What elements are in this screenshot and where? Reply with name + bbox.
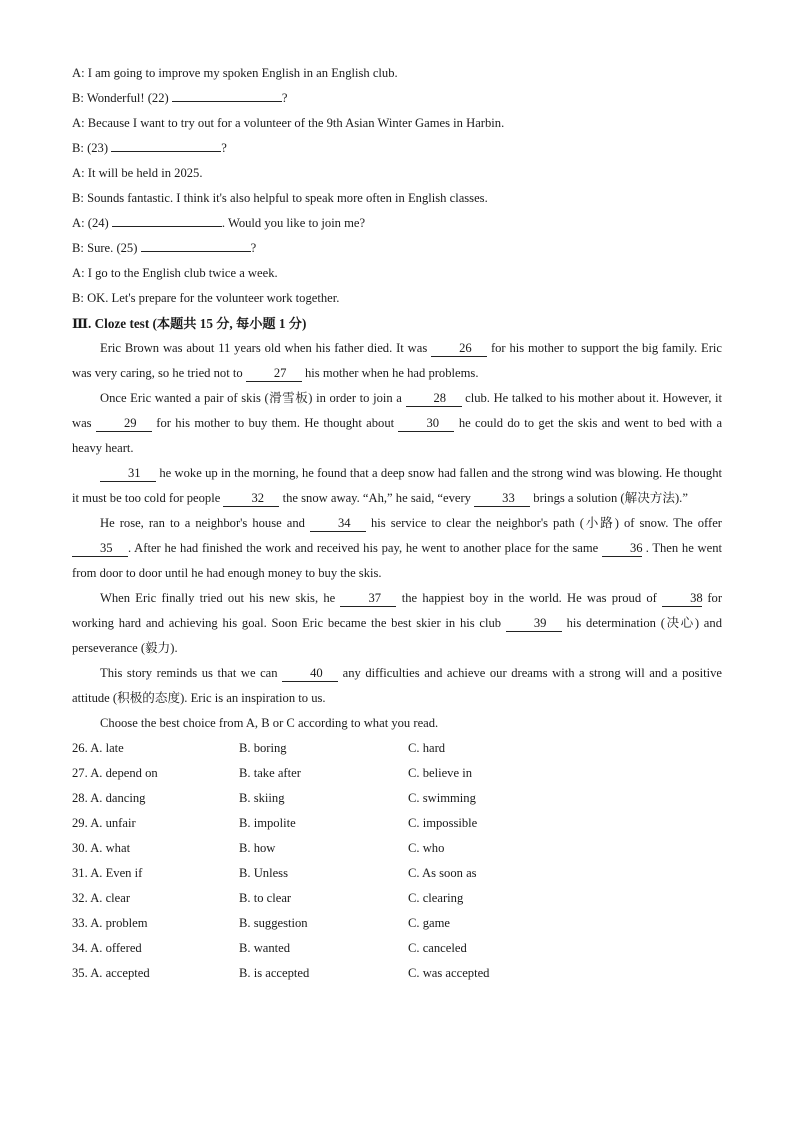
passage-text: brings a solution (解决方法).”: [533, 491, 688, 505]
dialogue-text: I go to the English club twice a week.: [87, 266, 278, 280]
dialogue-line: [72, 86, 722, 111]
passage-text: . Then he went from door to door until he had enough money to buy the skis.: [72, 541, 722, 580]
worksheet-page: [72, 61, 722, 986]
passage-text: Once Eric wanted a pair of skis (滑雪板) in order to join a: [100, 391, 402, 405]
option-a[interactable]: 30. A. what: [72, 841, 131, 855]
speaker: B:: [72, 241, 84, 255]
cloze-blank-35[interactable]: 35: [72, 541, 128, 557]
option-c[interactable]: C. believe in: [408, 766, 473, 780]
passage-text: He rose, ran to a neighbor's house and: [100, 516, 305, 530]
cloze-blank-31[interactable]: 31: [100, 466, 156, 482]
option-row: [72, 786, 722, 811]
dialogue-line: [72, 111, 722, 136]
speaker: A:: [72, 66, 85, 80]
speaker: B:: [72, 141, 84, 155]
dialogue-text: Because I want to try out for a volunteer of the 9th Asian Winter Games in Harbin.: [87, 116, 505, 130]
passage-paragraph-6: [72, 661, 722, 711]
option-row: [72, 736, 722, 761]
passage-paragraph-3: [72, 461, 722, 511]
option-b[interactable]: B. skiing: [239, 791, 285, 805]
dialogue-text: Sounds fantastic. I think it's also helpful to speak more often in English classes.: [87, 191, 488, 205]
option-a[interactable]: 34. A. offered: [72, 941, 142, 955]
passage-text: the snow away. “Ah,” he said, “every: [282, 491, 471, 505]
cloze-blank-37[interactable]: 37: [340, 591, 396, 607]
speaker: A:: [72, 216, 85, 230]
option-b[interactable]: B. wanted: [239, 941, 291, 955]
option-b[interactable]: B. is accepted: [239, 966, 310, 980]
option-row: [72, 936, 722, 961]
passage-text: the happiest boy in the world. He was proud of: [401, 591, 657, 605]
passage-text: he could do to get the skis and went to bed with a heavy heart.: [72, 416, 723, 455]
passage-text: club. He talked to his mother about it. However, it was: [72, 391, 723, 430]
option-row: [72, 761, 722, 786]
answer-blank-25[interactable]: [141, 251, 251, 252]
dialogue-text: ?: [221, 141, 227, 155]
option-a[interactable]: 29. A. unfair: [72, 816, 136, 830]
answer-blank-22[interactable]: [172, 101, 282, 102]
passage-text: his mother when he had problems.: [304, 366, 479, 380]
dialogue-text: (23): [87, 141, 109, 155]
cloze-blank-33[interactable]: 33: [474, 491, 530, 507]
dialogue-text: Sure. (25): [87, 241, 138, 255]
dialogue-line: [72, 211, 722, 236]
dialogue-line: [72, 161, 722, 186]
cloze-blank-30[interactable]: 30: [398, 416, 454, 432]
dialogue-line: [72, 61, 722, 86]
option-c[interactable]: C. swimming: [408, 791, 476, 805]
dialogue-text: Wonderful! (22): [86, 91, 169, 105]
passage-text: for working hard and achieving his goal. Soon Eric became the best skier in his club: [72, 591, 723, 630]
speaker: A:: [72, 116, 85, 130]
passage-text: Eric Brown was about 11 years old when his father died. It was: [100, 341, 428, 355]
option-c[interactable]: C. game: [408, 916, 450, 930]
option-c[interactable]: C. hard: [408, 741, 446, 755]
passage-text: for his mother to support the big family. Eric was very caring, so he tried not to: [72, 341, 722, 380]
option-c[interactable]: C. clearing: [408, 891, 464, 905]
option-b[interactable]: B. to clear: [239, 891, 292, 905]
option-row: [72, 911, 722, 936]
section-heading: Ⅲ. Cloze test (本题共 15 分, 每小题 1 分): [72, 316, 307, 331]
dialogue-line: [72, 136, 722, 161]
option-row: [72, 836, 722, 861]
option-a[interactable]: 31. A. Even if: [72, 866, 143, 880]
cloze-blank-36[interactable]: 36: [602, 541, 642, 557]
dialogue-text: . Would you like to join me?: [221, 216, 366, 230]
option-b[interactable]: B. suggestion: [239, 916, 308, 930]
passage-paragraph-2: [72, 386, 722, 461]
instruction-text: Choose the best choice from A, B or C according to what you read.: [100, 716, 439, 730]
option-a[interactable]: 33. A. problem: [72, 916, 148, 930]
option-c[interactable]: C. As soon as: [408, 866, 477, 880]
option-row: [72, 961, 722, 986]
dialogue-text: ?: [250, 241, 257, 255]
option-a[interactable]: 28. A. dancing: [72, 791, 146, 805]
passage-text: This story reminds us that we can: [100, 666, 278, 680]
cloze-blank-34[interactable]: 34: [310, 516, 366, 532]
cloze-blank-40[interactable]: 40: [282, 666, 338, 682]
option-b[interactable]: B. take after: [239, 766, 301, 780]
dialogue-text: ?: [281, 91, 288, 105]
option-row: [72, 886, 722, 911]
dialogue-text: It will be held in 2025.: [87, 166, 203, 180]
option-c[interactable]: C. canceled: [408, 941, 467, 955]
cloze-blank-32[interactable]: 32: [223, 491, 279, 507]
cloze-blank-28[interactable]: 28: [406, 391, 462, 407]
option-c[interactable]: C. impossible: [408, 816, 478, 830]
option-b[interactable]: B. impolite: [239, 816, 296, 830]
passage-text: his service to clear the neighbor's path (小路) of snow. The offer: [370, 516, 722, 530]
dialogue-line: [72, 261, 722, 286]
option-b[interactable]: B. boring: [239, 741, 287, 755]
passage-paragraph-1: [72, 336, 722, 386]
option-a[interactable]: 32. A. clear: [72, 891, 131, 905]
passage-text: he woke up in the morning, he found that a deep snow had fallen and the strong wind was blowing. He thought it must be too cold for people: [72, 466, 722, 505]
passage-text: When Eric finally tried out his new skis, he: [100, 591, 336, 605]
passage-text: for his mother to buy them. He thought about: [156, 416, 395, 430]
dialogue-line: [72, 286, 722, 311]
speaker: B:: [72, 291, 84, 305]
speaker: B:: [72, 191, 84, 205]
dialogue-text: (24): [87, 216, 109, 230]
option-a[interactable]: 35. A. accepted: [72, 966, 150, 980]
option-b[interactable]: B. Unless: [239, 866, 288, 880]
passage-paragraph-5: [72, 586, 722, 661]
cloze-blank-26[interactable]: 26: [431, 341, 487, 357]
speaker: A:: [72, 166, 85, 180]
answer-blank-23[interactable]: [111, 151, 221, 152]
cloze-blank-39[interactable]: 39: [506, 616, 562, 632]
option-c[interactable]: C. who: [408, 841, 445, 855]
passage-paragraph-4: [72, 511, 722, 586]
option-c[interactable]: C. was accepted: [408, 966, 490, 980]
speaker: A:: [72, 266, 85, 280]
dialogue-line: [72, 236, 722, 261]
passage-text: his determination (决心) and perseverance (毅力).: [72, 616, 722, 655]
option-row: [72, 811, 722, 836]
option-row: [72, 861, 722, 886]
cloze-blank-29[interactable]: 29: [96, 416, 152, 432]
dialogue-line: [72, 186, 722, 211]
answer-blank-24[interactable]: [112, 226, 222, 227]
cloze-blank-38[interactable]: 38: [662, 591, 702, 607]
dialogue-text: I am going to improve my spoken English in an English club.: [87, 66, 398, 80]
cloze-blank-27[interactable]: 27: [246, 366, 302, 382]
dialogue-text: OK. Let's prepare for the volunteer work together.: [87, 291, 340, 305]
option-a[interactable]: 26. A. late: [72, 741, 124, 755]
speaker: B:: [72, 91, 84, 105]
passage-text: . After he had finished the work and received his pay, he went to another place for the same: [128, 541, 599, 555]
option-a[interactable]: 27. A. depend on: [72, 766, 158, 780]
passage-text: any difficulties and achieve our dreams with a strong will and a positive attitude (积极的态度). Eric is an inspiration to us.: [72, 666, 722, 705]
option-b[interactable]: B. how: [239, 841, 276, 855]
